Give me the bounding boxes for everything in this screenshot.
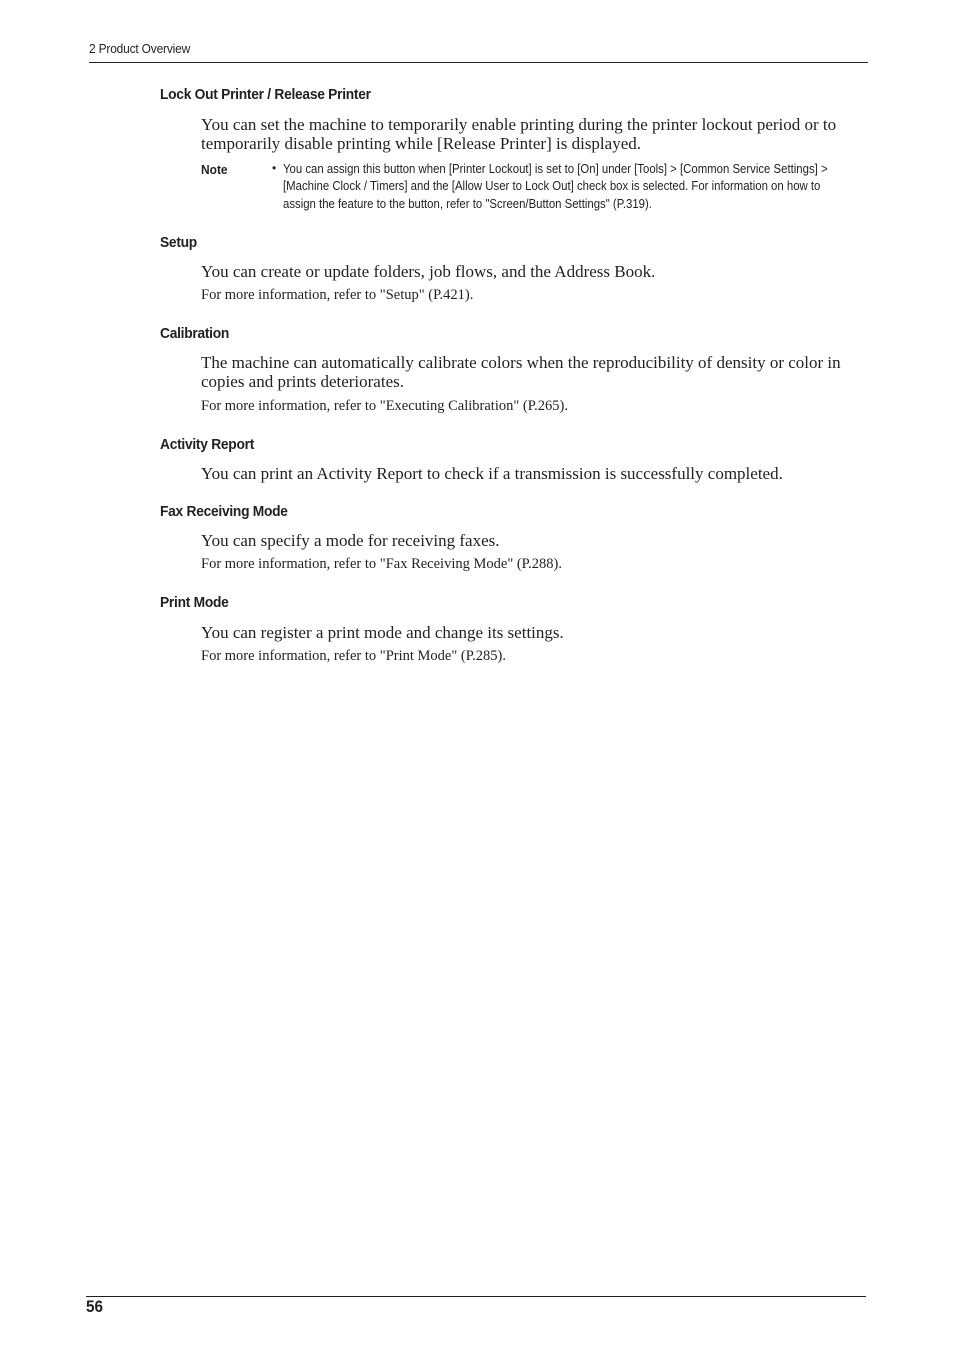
page-number: 56 [86, 1297, 104, 1316]
note-label: Note [201, 162, 228, 177]
chapter-title: 2 Product Overview [89, 41, 191, 56]
section-body-activity-report: You can print an Activity Report to check if a transmission is successfully completed. [201, 464, 783, 483]
note-text: You can assign this button when [Printer Lockout] is set to [On] under [Tools] > [Common Service Settings] > [Machine Clock / Timers] and the [Allow User to Lock Out] check box is selected. For information on how to assign the feature to the button, refer to "Screen/Button Settings" (P.319). [283, 162, 828, 211]
section-reference-calibration: For more information, refer to "Executing Calibration" (P.265). [201, 398, 569, 414]
section-reference-print-mode: For more information, refer to "Print Mode" (P.285). [201, 648, 507, 664]
page-footer-rule [86, 1296, 866, 1297]
section-body-lock-out-printer: You can set the machine to temporarily enable printing during the printer lockout period or to temporarily disable printing while [Release Printer] is displayed. [201, 115, 837, 153]
section-heading-setup: Setup [160, 234, 197, 251]
section-heading-calibration: Calibration [160, 325, 230, 342]
section-body-calibration: The machine can automatically calibrate colors when the reproducibility of density or color in copies and prints deteriorates. [201, 353, 841, 391]
section-heading-lock-out-printer: Lock Out Printer / Release Printer [160, 86, 371, 103]
section-body-setup: You can create or update folders, job flows, and the Address Book. [201, 262, 656, 281]
section-reference-setup: For more information, refer to "Setup" (P.421). [201, 287, 474, 303]
section-heading-print-mode: Print Mode [160, 594, 229, 611]
section-heading-fax-receiving-mode: Fax Receiving Mode [160, 503, 288, 520]
page-header [89, 40, 868, 63]
section-body-fax-receiving-mode: You can specify a mode for receiving faxes. [201, 531, 500, 550]
note-bullet: • [272, 161, 277, 175]
section-body-print-mode: You can register a print mode and change its settings. [201, 623, 564, 642]
section-reference-fax-receiving-mode: For more information, refer to "Fax Receiving Mode" (P.288). [201, 556, 562, 572]
section-heading-activity-report: Activity Report [160, 436, 255, 453]
